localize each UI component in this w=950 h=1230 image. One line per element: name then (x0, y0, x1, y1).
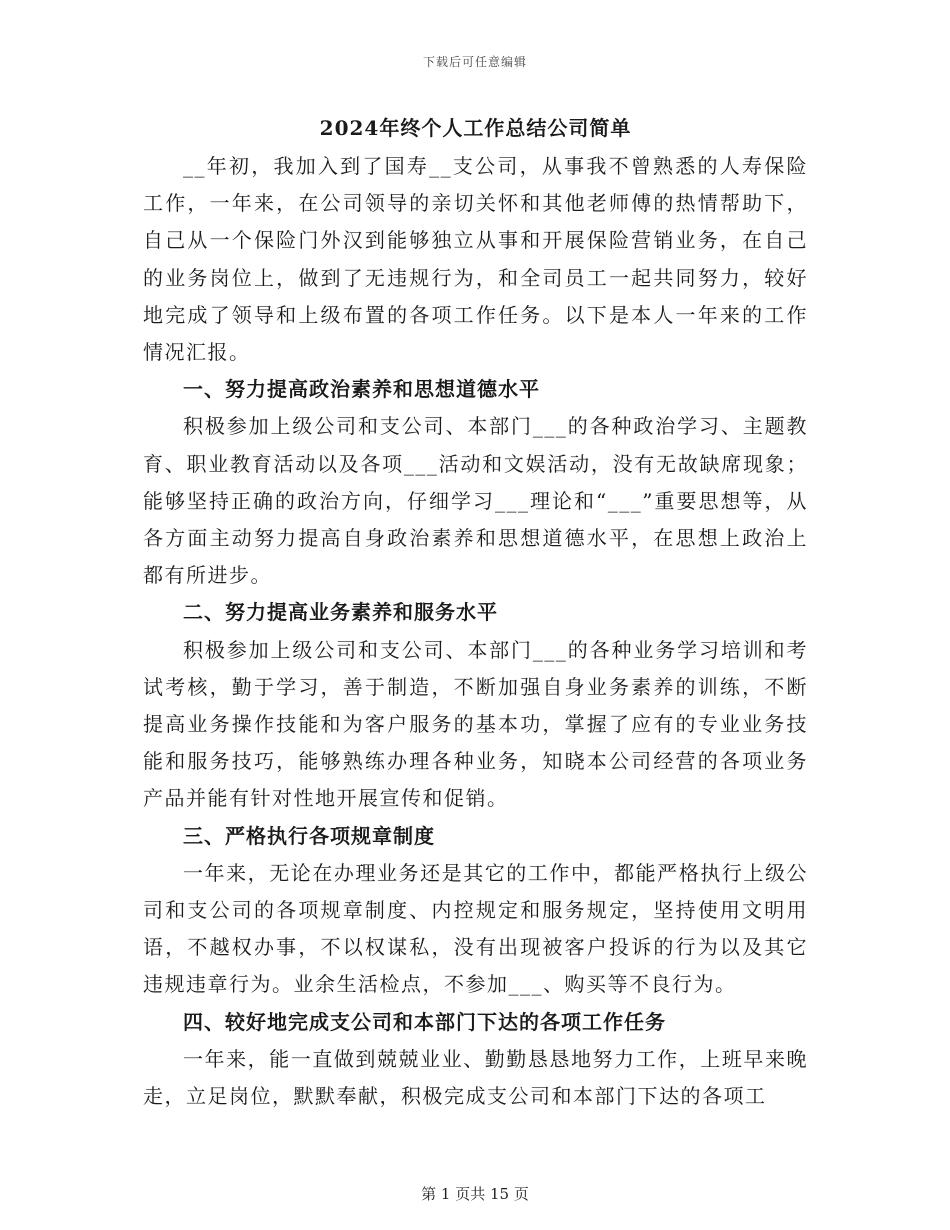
section-2-heading: 二、努力提高业务素养和服务水平 (183, 600, 498, 625)
section-4-paragraph: 一年来，能一直做到兢兢业业、勤勤恳恳地努力工作，上班早来晚走，立足岗位，默默奉献，积极完成支公司和本部门下达的各项工 (143, 1046, 808, 1109)
section-1-paragraph: 积极参加上级公司和支公司、本部门___的各种政治学习、主题教育、职业教育活动以及各项___活动和文娱活动，没有无故缺席现象；能够坚持正确的政治方向，仔细学习___理论和“___”重要思想等，从各方面主动努力提高自身政治素养和思想道德水平，在思想上政治上都有所进步。 (143, 414, 808, 588)
section-3-paragraph: 一年来，无论在办理业务还是其它的工作中，都能严格执行上级公司和支公司的各项规章制度、内控规定和服务规定，坚持使用文明用语，不越权办事，不以权谋私，没有出现被客户投诉的行为以及其它违规违章行为。业余生活检点，不参加___、购买等不良行为。 (143, 860, 808, 997)
intro-paragraph: __年初，我加入到了国寿__支公司，从事我不曾熟悉的人寿保险工作，一年来，在公司领导的亲切关怀和其他老师傅的热情帮助下，自己从一个保险门外汉到能够独立从事和开展保险营销业务，在自己的业务岗位上，做到了无违规行为，和全司员工一起共同努力，较好地完成了领导和上级布置的各项工作任务。以下是本人一年来的工作情况汇报。 (143, 154, 808, 365)
section-1-heading: 一、努力提高政治素养和思想道德水平 (183, 377, 540, 402)
document-title: 2024年终个人工作总结公司简单 (319, 116, 632, 140)
section-2-paragraph: 积极参加上级公司和支公司、本部门___的各种业务学习培训和考试考核，勤于学习，善于制造，不断加强自身业务素养的训练，不断提高业务操作技能和为客户服务的基本功，掌握了应有的专业业务技能和服务技巧，能够熟练办理各种业务，知晓本公司经营的各项业务产品并能有针对性地开展宣传和促销。 (143, 637, 808, 811)
page-number: 第 1 页共 15 页 (421, 1185, 529, 1203)
page-header-note: 下载后可任意编辑 (422, 55, 527, 69)
section-4-heading: 四、较好地完成支公司和本部门下达的各项工作任务 (183, 1009, 666, 1034)
document-body (143, 108, 808, 1115)
section-3-heading: 三、严格执行各项规章制度 (183, 823, 435, 848)
